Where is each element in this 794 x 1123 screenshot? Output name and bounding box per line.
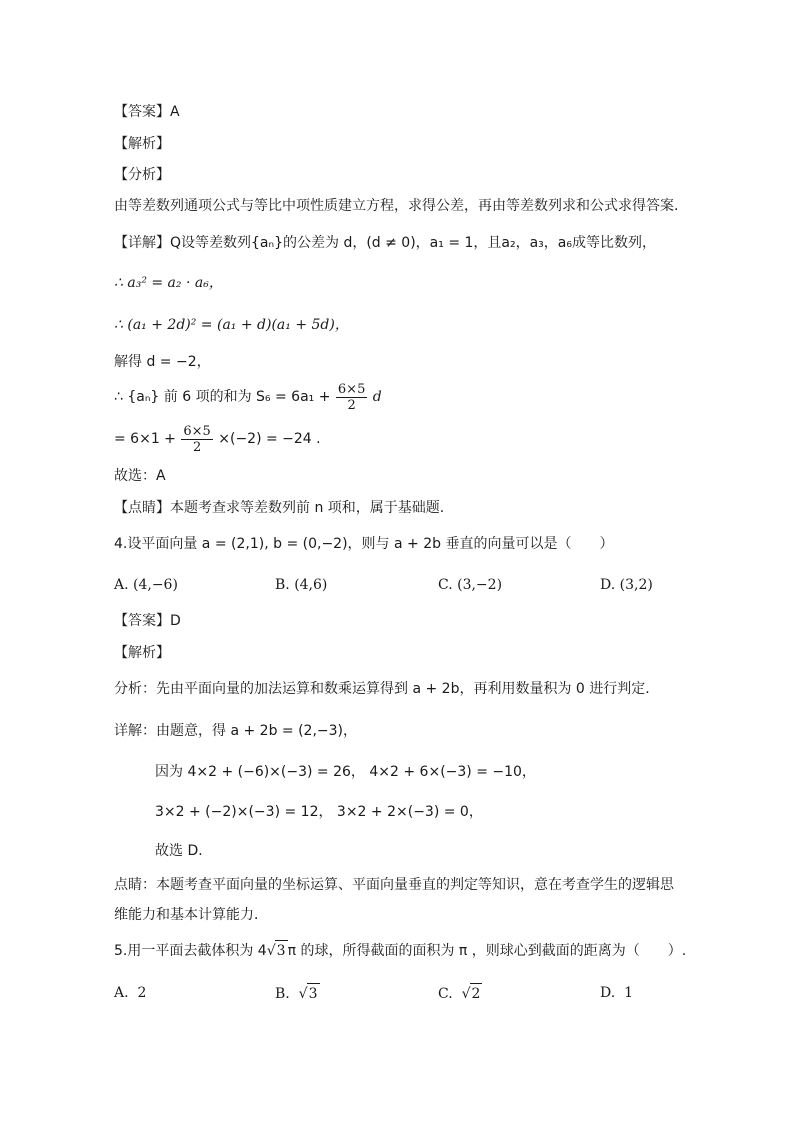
analysis-heading-4: 【解析】: [114, 645, 170, 661]
comment-line: 【点睛】本题考查求等差数列前 n 项和，属于基础题.: [114, 500, 445, 516]
fenxi-heading: 【分析】: [114, 167, 170, 183]
fraction-numerator: 6×5: [337, 381, 366, 397]
sqrt-sign: √: [461, 986, 471, 1002]
detail-line: [114, 233, 656, 253]
step-5-fraction: [181, 424, 212, 455]
q5-option-b: [275, 983, 320, 1004]
option-value: 2: [137, 985, 147, 1001]
fraction-denominator: 2: [192, 439, 202, 455]
question-5-mid: π 的球，所得截面的面积为 π ，则球心到截面的距离为（ ）.: [287, 943, 687, 959]
choose-line-4: 故选 D．: [155, 843, 213, 859]
option-c: C. (3,−2): [438, 577, 503, 593]
q5-option-a: [114, 983, 146, 1003]
q5-option-d: [600, 983, 633, 1003]
detail-label: 【详解】: [114, 235, 170, 251]
answer-line-4: 【答案】D: [114, 613, 181, 629]
step-4-fraction: [336, 382, 367, 413]
option-value: 2: [470, 983, 483, 1004]
option-label: C.: [438, 986, 453, 1002]
option-a: A. (4,−6): [114, 577, 178, 593]
detail-text-4: 详解：由题意，得 a + 2b = (2,−3)，: [114, 723, 358, 739]
calc-line-1: 因为 4×2 + (−6)×(−3) = 26， 4×2 + 6×(−3) = −10，: [155, 764, 536, 780]
question-5-prefix: 5.用一平面去截体积为 4: [114, 943, 267, 959]
comment-line-4b: 维能力和基本计算能力．: [114, 907, 268, 923]
step-3: 解得 d = −2，: [114, 354, 211, 370]
comment-line-4a: 点睛：本题考查平面向量的坐标运算、平面向量垂直的判定等知识，意在考查学生的逻辑思: [114, 877, 674, 893]
option-value: 3: [307, 983, 320, 1004]
question-5: [114, 940, 686, 961]
step-2: ∴ (a₁ + 2d)² = (a₁ + d)(a₁ + 5d)，: [114, 317, 349, 333]
step-5-prefix: = 6×1 +: [114, 431, 176, 447]
fenxi-text-4: 分析：先由平面向量的加法运算和数乘运算得到 a + 2b，再利用数量积为 0 进行判定．: [114, 681, 660, 697]
choose-line: 故选：A: [114, 468, 166, 484]
analysis-heading: 【解析】: [114, 136, 170, 152]
q5-option-c: [438, 983, 482, 1004]
option-label: B.: [275, 986, 290, 1002]
sqrt-sign: √: [266, 943, 276, 959]
option-d: D. (3,2): [600, 577, 653, 593]
step-5: [114, 422, 321, 456]
step-4-prefix: ∴ {aₙ} 前 6 项的和为 S₆ = 6a₁ +: [114, 389, 331, 405]
step-4: [114, 380, 382, 414]
option-label: A.: [114, 985, 129, 1001]
step-4-suffix: d: [372, 389, 382, 405]
sqrt-sign: √: [298, 986, 308, 1002]
fraction-denominator: 2: [347, 397, 356, 413]
option-b: B. (4,6): [275, 577, 328, 593]
calc-line-2: 3×2 + (−2)×(−3) = 12， 3×2 + 2×(−3) = 0，: [155, 804, 483, 820]
option-label: D.: [600, 985, 616, 1001]
detail-text: Q设等差数列{aₙ}的公差为 d，(d ≠ 0)，a₁ = 1，且a₂，a₃，a₆成等比数列，: [170, 235, 656, 251]
answer-line: 【答案】A: [114, 104, 180, 120]
option-value: 1: [624, 985, 634, 1001]
sqrt-radicand: 3: [275, 940, 288, 961]
fenxi-text: 由等差数列通项公式与等比中项性质建立方程，求得公差，再由等差数列求和公式求得答案.: [114, 198, 679, 214]
fraction-numerator: 6×5: [183, 423, 211, 439]
step-5-suffix: ×(−2) = −24 .: [218, 431, 321, 447]
step-1: ∴ a₃² = a₂ · a₆，: [114, 275, 223, 291]
question-4: 4.设平面向量 a = (2,1), b = (0,−2)，则与 a + 2b 垂直的向量可以是（ ）: [114, 536, 614, 552]
